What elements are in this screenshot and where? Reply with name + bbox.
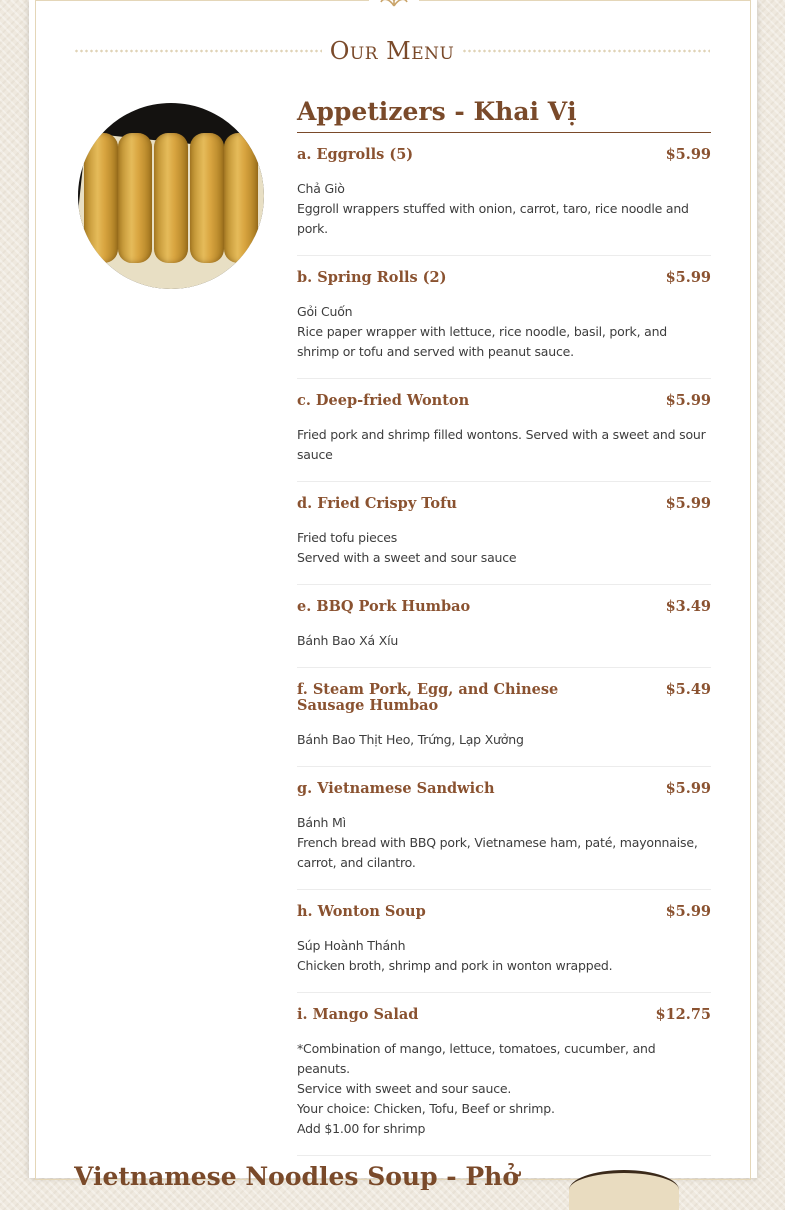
menu-item-price: $5.99 [665, 903, 711, 920]
menu-item-price: $5.99 [665, 392, 711, 409]
menu-page [29, 0, 757, 1190]
menu-item-description [297, 813, 711, 873]
menu-item-price: $5.49 [665, 681, 711, 698]
menu-item-description [297, 528, 711, 568]
menu-item-description [297, 179, 711, 239]
menu-item-header [297, 599, 711, 615]
menu-title: Our Menu [329, 37, 455, 65]
description-line: Chicken broth, shrimp and pork in wonton wrapped. [297, 958, 613, 973]
menu-item-price: $5.99 [665, 269, 711, 286]
description-line: Fried pork and shrimp filled wontons. Served with a sweet and sour sauce [297, 427, 706, 462]
description-line: Served with a sweet and sour sauce [297, 550, 517, 565]
ornament-icon [369, 0, 419, 10]
description-line: *Combination of mango, lettuce, tomatoes, cucumber, and peanuts. [297, 1041, 656, 1076]
noodle-soup-photo [569, 1170, 679, 1210]
menu-header [74, 36, 710, 66]
menu-item-price: $5.99 [665, 146, 711, 163]
menu-item-header [297, 682, 711, 714]
menu-item-name: c. Deep-fried Wonton [297, 392, 470, 409]
menu-item [297, 379, 711, 482]
description-line: Chả Giò [297, 181, 345, 196]
menu-item-header [297, 1007, 711, 1023]
menu-item-header [297, 147, 711, 163]
description-line: Eggroll wrappers stuffed with onion, carrot, taro, rice noodle and pork. [297, 201, 689, 236]
appetizers-section [297, 95, 711, 1156]
menu-item-description [297, 302, 711, 362]
menu-item-header [297, 904, 711, 920]
menu-item-description [297, 1039, 711, 1139]
menu-item-header [297, 270, 711, 286]
menu-item-description [297, 631, 711, 651]
menu-item-name: h. Wonton Soup [297, 903, 426, 920]
menu-item-name: f. Steam Pork, Egg, and Chinese Sausage Humbao [297, 681, 559, 714]
menu-item-name: b. Spring Rolls (2) [297, 269, 447, 286]
description-line: Rice paper wrapper with lettuce, rice noodle, basil, pork, and shrimp or tofu and served with peanut sauce. [297, 324, 668, 359]
menu-item-header [297, 393, 711, 409]
appetizers-list [297, 133, 711, 1156]
menu-item-price: $12.75 [655, 1006, 711, 1023]
description-line: Fried tofu pieces [297, 530, 398, 545]
menu-item-name: d. Fried Crispy Tofu [297, 495, 457, 512]
menu-item [297, 482, 711, 585]
noodle-soup-section-title: Vietnamese Noodles Soup - Phở [74, 1162, 520, 1190]
menu-item-price: $5.99 [665, 780, 711, 797]
section-title: Appetizers - Khai Vị [297, 95, 711, 133]
header-divider-right [462, 48, 710, 54]
description-line: Súp Hoành Thánh [297, 938, 406, 953]
menu-item [297, 890, 711, 993]
menu-item-description [297, 425, 711, 465]
menu-item-header [297, 781, 711, 797]
menu-item [297, 133, 711, 256]
menu-item-description [297, 936, 711, 976]
description-line: French bread with BBQ pork, Vietnamese ham, paté, mayonnaise, carrot, and cilantro. [297, 835, 698, 870]
description-line: Bánh Bao Thịt Heo, Trứng, Lạp Xưởng [297, 732, 524, 747]
menu-item [297, 668, 711, 767]
description-line: Service with sweet and sour sauce. [297, 1081, 512, 1096]
header-divider-left [74, 48, 322, 54]
menu-item-price: $5.99 [665, 495, 711, 512]
menu-item-name: e. BBQ Pork Humbao [297, 598, 471, 615]
menu-item-name: a. Eggrolls (5) [297, 146, 414, 163]
description-line: Bánh Mì [297, 815, 346, 830]
description-line: Add $1.00 for shrimp [297, 1121, 426, 1136]
menu-item-header [297, 496, 711, 512]
menu-item [297, 256, 711, 379]
description-line: Bánh Bao Xá Xíu [297, 633, 399, 648]
menu-item-description [297, 730, 711, 750]
description-line: Gỏi Cuốn [297, 304, 353, 319]
description-line: Your choice: Chicken, Tofu, Beef or shrimp. [297, 1101, 555, 1116]
menu-item [297, 993, 711, 1156]
menu-item [297, 585, 711, 668]
menu-item-name: g. Vietnamese Sandwich [297, 780, 495, 797]
menu-item [297, 767, 711, 890]
menu-item-name: i. Mango Salad [297, 1006, 419, 1023]
menu-item-price: $3.49 [665, 598, 711, 615]
eggrolls-photo [78, 103, 264, 289]
